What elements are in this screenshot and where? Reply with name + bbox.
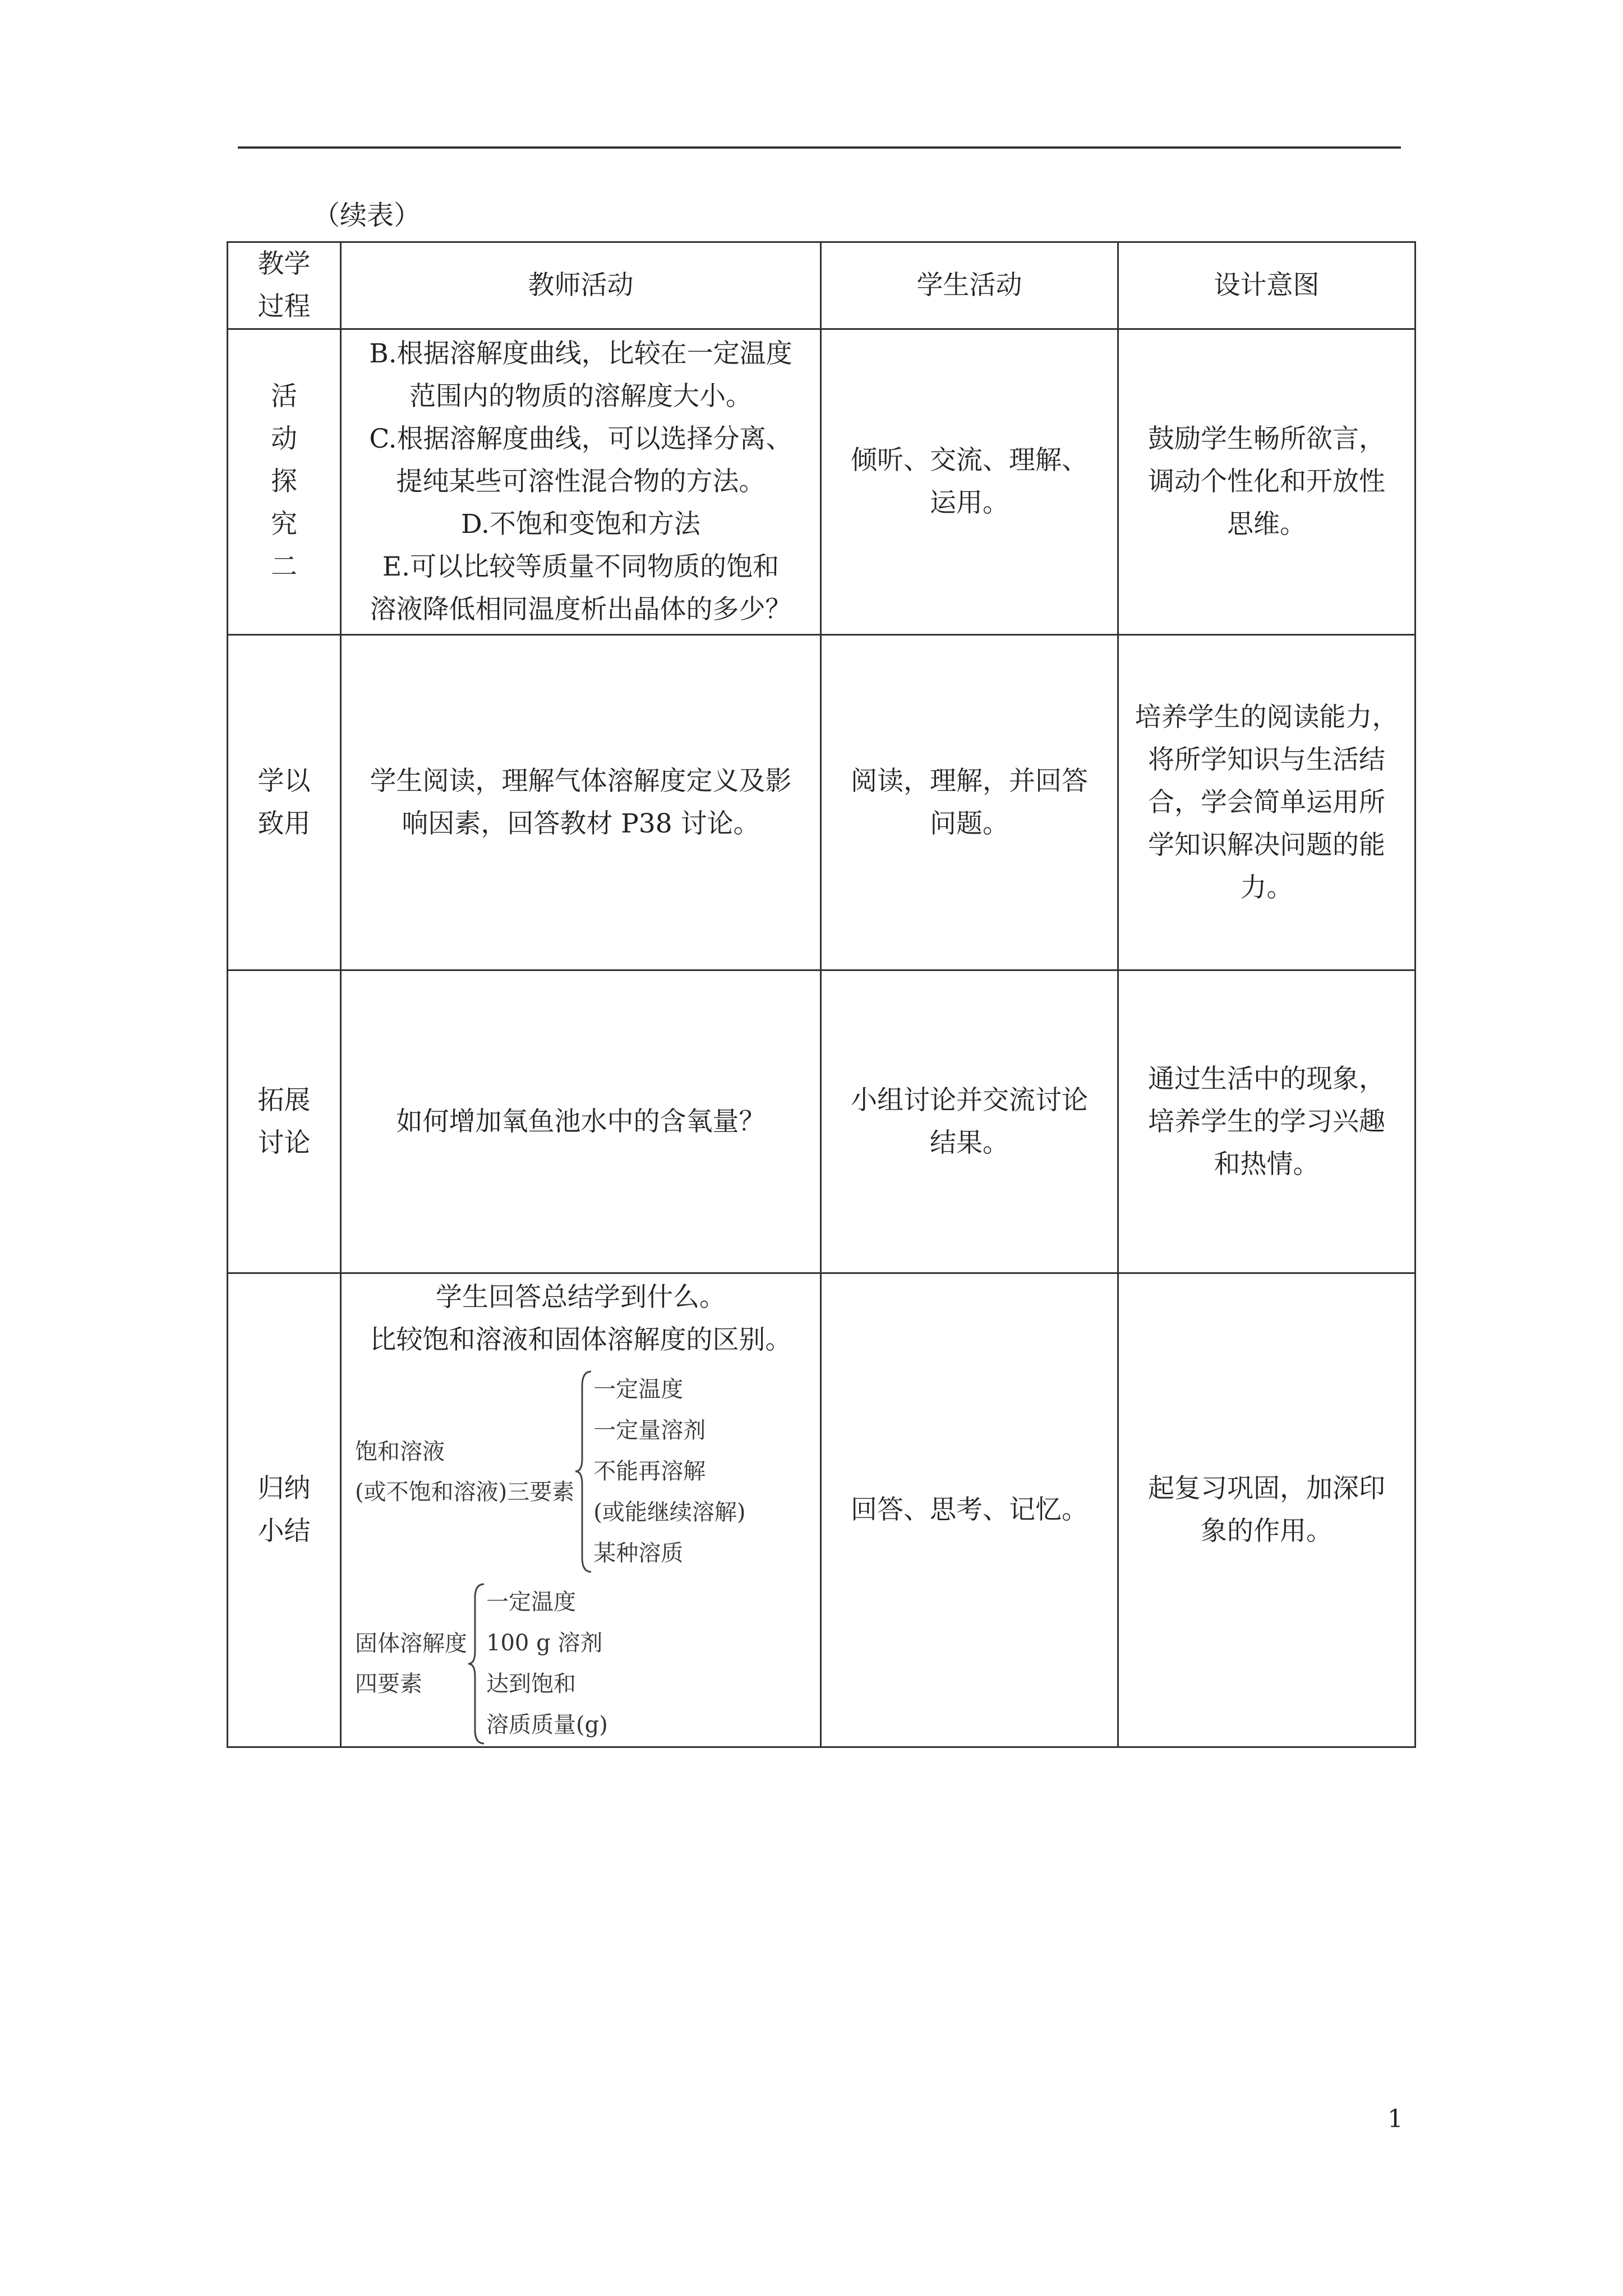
cell-text-line: 一定温度	[486, 1589, 576, 1615]
cell-text-line: 讨论	[257, 1127, 311, 1158]
cell-text-line: 鼓励学生畅所欲言，	[1148, 424, 1385, 454]
student-activity-cell	[821, 1273, 1118, 1747]
header-teacher: 教师活动	[341, 242, 821, 329]
header-rule	[238, 146, 1401, 149]
saturated-solution-items	[593, 1369, 745, 1574]
left-brace-icon	[467, 1582, 486, 1746]
cell-text-line: 不能再溶解	[593, 1458, 706, 1484]
lesson-table	[227, 241, 1416, 1748]
teacher-activity-cell	[341, 635, 821, 970]
solid-solubility-label: 固体溶解度 四要素	[355, 1631, 467, 1697]
header-student: 学生活动	[821, 242, 1118, 329]
stage-cell	[228, 1273, 341, 1747]
table-row	[228, 329, 1415, 635]
cell-text-line: D.不饱和变饱和方法	[461, 509, 700, 540]
student-activity-cell	[821, 970, 1118, 1273]
cell-text-line: 通过生活中的现象，	[1148, 1063, 1385, 1094]
solid-solubility-items	[486, 1582, 608, 1746]
cell-text-line: 阅读，理解，并回答	[851, 765, 1088, 797]
saturated-solution-diagram	[355, 1369, 806, 1574]
cell-text-line: 培养学生的学习兴趣	[1148, 1106, 1385, 1137]
cell-text-line: 范围内的物质的溶解度大小。	[409, 381, 752, 412]
stage-cell	[228, 635, 341, 970]
design-purpose-cell	[1118, 1273, 1415, 1747]
cell-text-line: 二	[271, 551, 297, 582]
cell-text-line: 活	[271, 381, 297, 412]
header-purpose: 设计意图	[1118, 242, 1415, 329]
cell-text-line: 某种溶质	[593, 1540, 684, 1566]
cell-text-line: 力。	[1240, 872, 1293, 903]
table-caption: （续表）	[313, 200, 421, 231]
teacher-activity-cell	[341, 970, 821, 1273]
cell-text-line: 培养学生的阅读能力，	[1135, 701, 1399, 733]
cell-text-line: 溶质质量(g)	[486, 1712, 608, 1738]
cell-text-line: 起复习巩固，加深印	[1148, 1473, 1385, 1504]
student-activity-cell	[821, 635, 1118, 970]
cell-text-line: 归纳	[257, 1473, 311, 1504]
table-row	[228, 635, 1415, 970]
summary-intro-line: 学生回答总结学到什么。	[436, 1282, 726, 1313]
cell-text-line: 致用	[257, 808, 311, 839]
cell-text-line: 回答、思考、记忆。	[851, 1494, 1088, 1525]
page-number: 1	[1387, 2105, 1403, 2133]
student-activity-cell	[821, 329, 1118, 635]
cell-text-line: (或能继续溶解)	[593, 1499, 746, 1525]
cell-text-line: E.可以比较等质量不同物质的饱和	[382, 551, 780, 582]
solid-solubility-diagram	[355, 1582, 806, 1746]
cell-text-line: 运用。	[930, 487, 1009, 518]
teacher-activity-cell	[341, 329, 821, 635]
cell-text-line: 问题。	[930, 808, 1009, 839]
stage-cell	[228, 970, 341, 1273]
left-brace-icon	[574, 1369, 593, 1574]
design-purpose-cell	[1118, 329, 1415, 635]
cell-text-line: 如何增加氧鱼池水中的含氧量？	[396, 1106, 766, 1137]
cell-text-line: 合，学会简单运用所	[1148, 786, 1385, 818]
cell-text-line: 小组讨论并交流讨论	[851, 1084, 1088, 1116]
design-purpose-cell	[1118, 970, 1415, 1273]
cell-text-line: 学知识解决问题的能	[1148, 829, 1385, 861]
cell-text-line: 结果。	[930, 1127, 1009, 1158]
cell-text-line: 和热情。	[1214, 1148, 1320, 1180]
cell-text-line: 学生阅读，理解气体溶解度定义及影	[370, 765, 792, 797]
cell-text-line: 一定温度	[593, 1377, 684, 1402]
table-header-row	[228, 242, 1415, 329]
cell-text-line: 倾听、交流、理解、	[851, 445, 1088, 476]
cell-text-line: 溶液降低相同温度析出晶体的多少？	[370, 594, 792, 625]
saturated-solution-label: 饱和溶液 (或不饱和溶液)三要素	[355, 1438, 575, 1505]
summary-intro-line: 比较饱和溶液和固体溶解度的区别。	[370, 1324, 792, 1355]
cell-text-line: 达到饱和	[486, 1671, 576, 1697]
design-purpose-cell	[1118, 635, 1415, 970]
table-row	[228, 970, 1415, 1273]
cell-text-line: 一定量溶剂	[593, 1418, 706, 1443]
cell-text-line: 拓展	[257, 1084, 311, 1116]
table-row	[228, 1273, 1415, 1747]
stage-cell	[228, 329, 341, 635]
teacher-activity-cell	[341, 1273, 821, 1747]
cell-text-line: 100 g 溶剂	[486, 1630, 603, 1656]
cell-text-line: 思维。	[1227, 509, 1306, 540]
cell-text-line: 学以	[257, 765, 311, 797]
cell-text-line: 将所学知识与生活结	[1148, 744, 1385, 775]
cell-text-line: 动	[271, 424, 297, 454]
cell-text-line: 提纯某些可溶性混合物的方法。	[396, 466, 766, 497]
cell-text-line: 究	[271, 509, 297, 540]
cell-text-line: 调动个性化和开放性	[1148, 466, 1385, 497]
cell-text-line: 响因素，回答教材 P38 讨论。	[402, 808, 760, 839]
cell-text-line: B.根据溶解度曲线，比较在一定温度	[369, 338, 792, 369]
cell-text-line: 象的作用。	[1201, 1516, 1332, 1547]
cell-text-line: C.根据溶解度曲线，可以选择分离、	[369, 424, 792, 454]
cell-text-line: 探	[271, 466, 297, 497]
header-stage: 教学 过程	[228, 242, 341, 329]
cell-text-line: 小结	[257, 1516, 311, 1547]
